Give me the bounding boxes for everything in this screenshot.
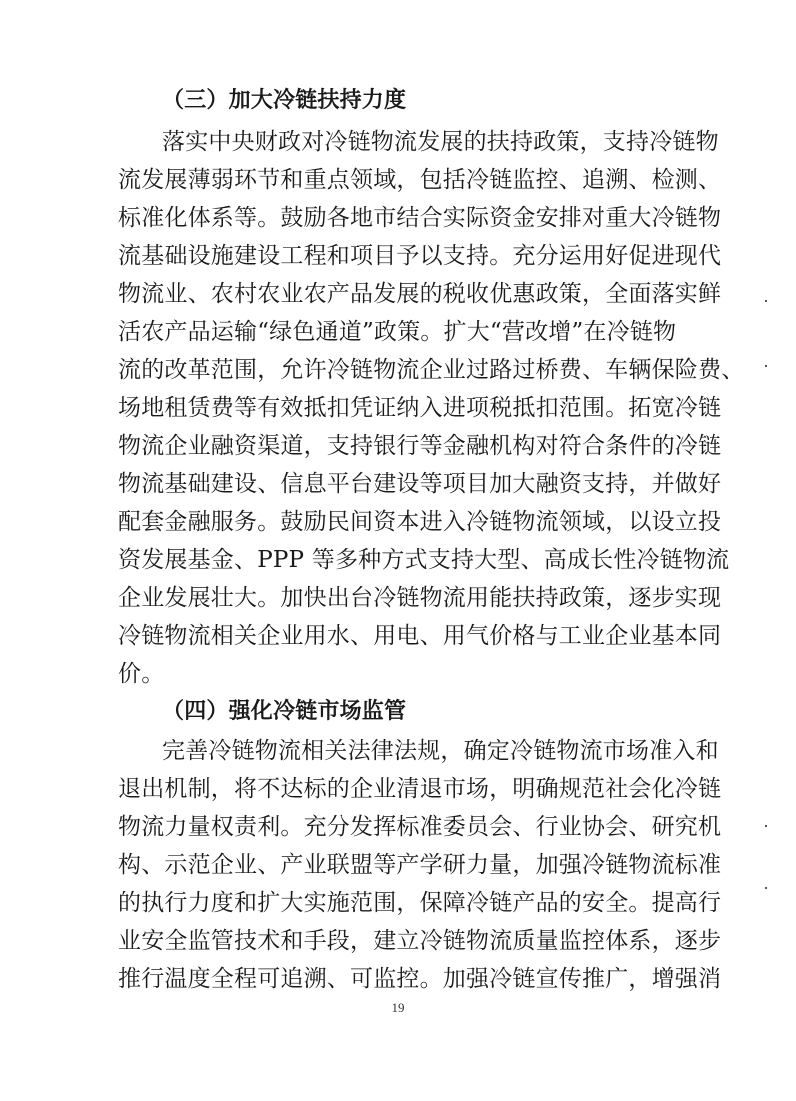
paragraph-line: 物流基础建设、信息平台建设等项目加大融资支持，并做好 — [118, 471, 722, 497]
paragraph-line: 的执行力度和扩大实施范围，保障冷链产品的安全。提高行 — [118, 890, 722, 916]
scan-speck — [765, 887, 767, 889]
paragraph-line: 价。 — [118, 661, 165, 687]
paragraph-line: 标准化体系等。鼓励各地市结合实际资金安排对重大冷链物 — [118, 205, 722, 231]
paragraph-line: 活农产品运输“绿色通道”政策。扩大“营改增”在冷链物 — [118, 319, 677, 345]
paragraph-line: 推行温度全程可追溯、可监控。加强冷链宣传推广，增强消 — [118, 966, 722, 992]
paragraph-line: 流基础设施建设工程和项目予以支持。充分运用好促进现代 — [118, 243, 722, 269]
section-heading-4: （四）强化冷链市场监管 — [162, 699, 407, 724]
paragraph-line: 配套金融服务。鼓励民间资本进入冷链物流领域，以设立投 — [118, 509, 722, 535]
page-number: 19 — [391, 1000, 405, 1015]
paragraph-line: 退出机制，将不达标的企业清退市场，明确规范社会化冷链 — [118, 776, 722, 802]
section-heading-3: （三）加大冷链扶持力度 — [162, 88, 407, 113]
paragraph-line: 物流企业融资渠道，支持银行等金融机构对符合条件的冷链 — [118, 433, 722, 459]
paragraph-line: 场地租赁费等有效抵扣凭证纳入进项税抵扣范围。拓宽冷链 — [118, 395, 722, 421]
paragraph-line: 流发展薄弱环节和重点领域，包括冷链监控、追溯、检测、 — [118, 167, 722, 193]
scan-speck — [765, 365, 767, 367]
paragraph-line: 冷链物流相关企业用水、用电、用气价格与工业企业基本同 — [118, 623, 722, 649]
scan-speck — [765, 825, 767, 827]
scan-speck — [765, 300, 767, 302]
paragraph-line: 物流力量权责利。充分发挥标准委员会、行业协会、研究机 — [118, 814, 722, 840]
paragraph-line: 业安全监管技术和手段，建立冷链物流质量监控体系，逐步 — [118, 928, 722, 954]
paragraph-line: 资发展基金、PPP 等多种方式支持大型、高成长性冷链物流 — [118, 547, 730, 573]
paragraph-line: 物流业、农村农业农产品发展的税收优惠政策，全面落实鲜 — [118, 281, 722, 307]
paragraph-line: 完善冷链物流相关法律法规，确定冷链物流市场准入和 — [162, 738, 719, 764]
paragraph-line: 构、示范企业、产业联盟等产学研力量，加强冷链物流标准 — [118, 852, 722, 878]
paragraph-line: 企业发展壮大。加快出台冷链物流用能扶持政策，逐步实现 — [118, 585, 722, 611]
paragraph-line: 落实中央财政对冷链物流发展的扶持政策，支持冷链物 — [162, 129, 719, 155]
paragraph-line: 流的改革范围，允许冷链物流企业过路过桥费、车辆保险费、 — [118, 357, 745, 383]
